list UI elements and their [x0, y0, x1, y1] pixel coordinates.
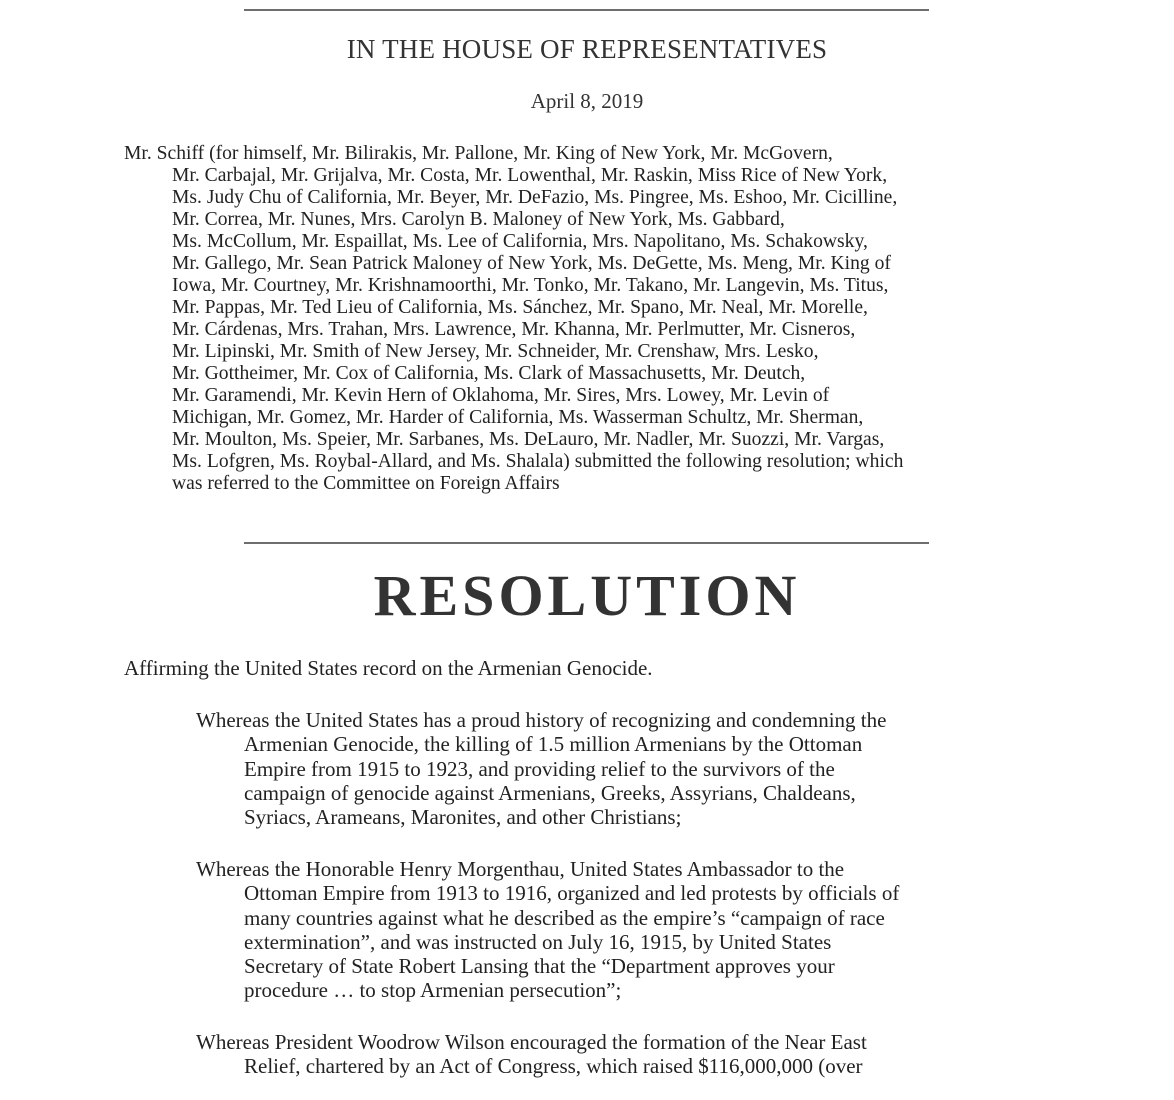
- whereas-line: Whereas the United States has a proud history of recognizing and condemning the: [196, 708, 887, 732]
- whereas-line: Ottoman Empire from 1913 to 1916, organized and led protests by officials of: [244, 881, 900, 906]
- introduction-date: April 8, 2019: [530, 89, 644, 113]
- sponsors-line: Mr. Pappas, Mr. Ted Lieu of California, Ms. Sánchez, Mr. Spano, Mr. Neal, Mr. Morelle,: [172, 297, 868, 318]
- sponsors-paragraph: [124, 143, 1004, 495]
- sponsors-line: Mr. Gottheimer, Mr. Cox of California, Ms. Clark of Massachusetts, Mr. Deutch,: [172, 363, 806, 384]
- whereas-line: Whereas the Honorable Henry Morgenthau, United States Ambassador to the: [196, 857, 845, 881]
- sponsors-line: Ms. Judy Chu of California, Mr. Beyer, Mr. DeFazio, Ms. Pingree, Ms. Eshoo, Mr. Cicilline,: [172, 187, 898, 208]
- whereas-line: Secretary of State Robert Lansing that the “Department approves your: [244, 954, 835, 979]
- whereas-clause: [196, 708, 1016, 829]
- sponsors-line: Mr. Cárdenas, Mrs. Trahan, Mrs. Lawrence, Mr. Khanna, Mr. Perlmutter, Mr. Cisneros,: [172, 319, 856, 340]
- whereas-line: Relief, chartered by an Act of Congress, which raised $116,000,000 (over: [244, 1054, 863, 1079]
- sponsors-line: Mr. Gallego, Mr. Sean Patrick Maloney of New York, Ms. DeGette, Ms. Meng, Mr. King of: [172, 253, 891, 274]
- sponsors-line: Ms. McCollum, Mr. Espaillat, Ms. Lee of California, Mrs. Napolitano, Ms. Schakowsky,: [172, 231, 868, 252]
- whereas-line: campaign of genocide against Armenians, Greeks, Assyrians, Chaldeans,: [244, 780, 856, 805]
- sponsors-line: Ms. Lofgren, Ms. Roybal-Allard, and Ms. Shalala) submitted the following resolution; which: [172, 451, 904, 472]
- whereas-line: Empire from 1915 to 1923, and providing relief to the survivors of the: [244, 756, 835, 781]
- whereas-line: Whereas President Woodrow Wilson encouraged the formation of the Near East: [196, 1030, 867, 1054]
- resolution-subject: Affirming the United States record on the Armenian Genocide.: [124, 656, 653, 680]
- sponsors-line: was referred to the Committee on Foreign Affairs: [172, 473, 560, 494]
- section-divider: [244, 542, 929, 544]
- resolution-title: RESOLUTION: [373, 563, 801, 628]
- whereas-line: Syriacs, Arameans, Maronites, and other Christians;: [244, 805, 682, 830]
- chamber-heading: IN THE HOUSE OF REPRESENTATIVES: [346, 34, 828, 64]
- sponsors-line: Mr. Moulton, Ms. Speier, Mr. Sarbanes, Ms. DeLauro, Mr. Nadler, Mr. Suozzi, Mr. Vargas,: [172, 429, 885, 450]
- top-divider: [244, 9, 929, 11]
- whereas-line: Armenian Genocide, the killing of 1.5 million Armenians by the Ottoman: [244, 732, 863, 757]
- sponsors-line: Iowa, Mr. Courtney, Mr. Krishnamoorthi, Mr. Tonko, Mr. Takano, Mr. Langevin, Ms. Titus,: [172, 275, 889, 296]
- whereas-clause: [196, 857, 1016, 1003]
- sponsors-line: Mr. Carbajal, Mr. Grijalva, Mr. Costa, Mr. Lowenthal, Mr. Raskin, Miss Rice of New York,: [172, 165, 888, 186]
- whereas-line: many countries against what he described as the empire’s “campaign of race: [244, 905, 885, 930]
- sponsors-line: Mr. Correa, Mr. Nunes, Mrs. Carolyn B. Maloney of New York, Ms. Gabbard,: [172, 209, 785, 230]
- sponsors-line: Mr. Lipinski, Mr. Smith of New Jersey, Mr. Schneider, Mr. Crenshaw, Mrs. Lesko,: [172, 341, 819, 362]
- whereas-line: procedure … to stop Armenian persecution”;: [244, 978, 622, 1003]
- whereas-line: extermination”, and was instructed on July 16, 1915, by United States: [244, 929, 832, 954]
- sponsors-line: Mr. Garamendi, Mr. Kevin Hern of Oklahoma, Mr. Sires, Mrs. Lowey, Mr. Levin of: [172, 385, 830, 406]
- whereas-clause: [196, 1030, 1016, 1079]
- sponsors-line: Mr. Schiff (for himself, Mr. Bilirakis, Mr. Pallone, Mr. King of New York, Mr. McGovern,: [124, 143, 833, 164]
- sponsors-line: Michigan, Mr. Gomez, Mr. Harder of California, Ms. Wasserman Schultz, Mr. Sherman,: [172, 407, 864, 428]
